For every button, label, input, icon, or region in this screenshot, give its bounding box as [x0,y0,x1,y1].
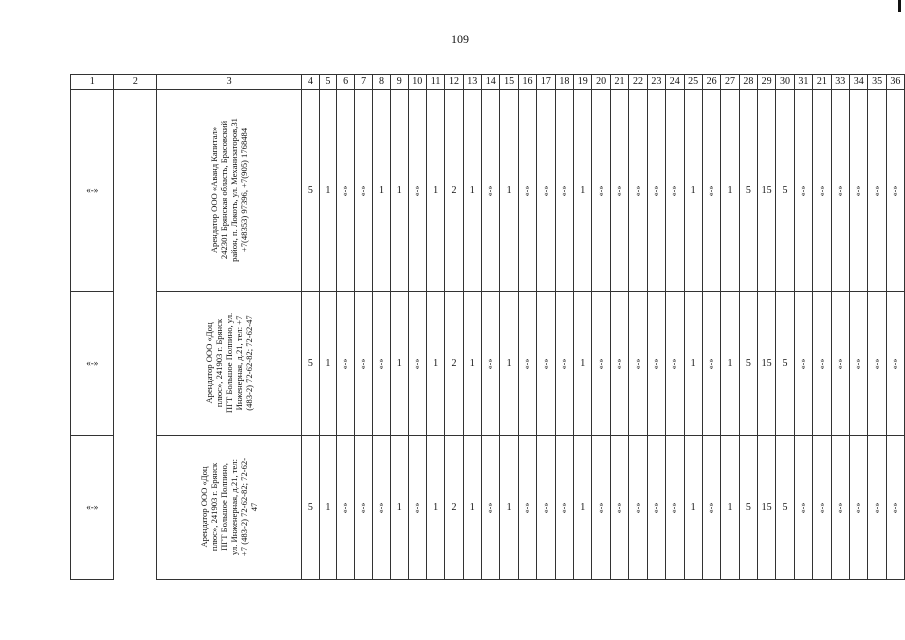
cell-value: 1 [506,184,512,196]
cell-value: 1 [396,184,402,196]
cell-value: «-» [835,185,845,196]
table-cell [592,90,610,292]
table-cell [849,292,867,436]
cell-value: 1 [469,501,475,513]
table-cell [408,436,426,580]
cell-value: 15 [761,501,772,513]
address-line: плюс», 241903 г. Брянск [209,462,220,552]
cell-value: 5 [782,184,788,196]
cell-value: 5 [307,501,313,513]
address-line: район, п. Локоть, ул. Механизаторов,31 [229,118,240,262]
cell-value: «-» [522,185,532,196]
column-header: 21 [610,75,628,90]
table-cell [610,292,628,436]
table-cell [702,292,720,436]
table-cell [794,436,812,580]
table-cell [463,90,481,292]
column-header: 28 [739,75,757,90]
table-cell [373,436,391,580]
cell-value: 1 [433,501,439,513]
table-cell [408,292,426,436]
address-line: ПГТ Большое Полпино, ул. [224,312,235,414]
table-cell [886,292,904,436]
cell-value: 1 [325,501,331,513]
table-cell [684,436,702,580]
table-cell [886,90,904,292]
cell-value: «-» [412,358,422,369]
column-header: 15 [500,75,518,90]
cell-value: «-» [614,185,624,196]
table-cell [481,90,499,292]
column-header: 30 [776,75,794,90]
cell-value: 1 [727,184,733,196]
table-cell [739,90,757,292]
table-cell [391,90,409,292]
table-cell [647,292,665,436]
table-cell [758,436,776,580]
cell-value: 1 [396,501,402,513]
cell-address [157,436,302,580]
table-cell [629,436,647,580]
cell-value: «-» [872,358,882,369]
cell-value: «-» [835,502,845,513]
table-cell [537,292,555,436]
address-line: 242301 Брянская область, Брасовский [219,120,230,260]
column-header: 23 [647,75,665,90]
cell-value: «-» [358,502,368,513]
column-header: 4 [302,75,320,90]
address-line: +7 (483-2) 72-62-82; 72-62- [239,457,250,557]
cell-value: «-» [798,358,808,369]
table-cell [574,436,592,580]
cell-value: 2 [451,357,457,369]
table-cell [813,90,831,292]
cell-value: 1 [325,357,331,369]
table-cell [518,90,536,292]
cell-value: 1 [325,184,331,196]
column-header: 20 [592,75,610,90]
cell-value: 5 [745,501,751,513]
table-cell [592,436,610,580]
cell-col1 [71,436,114,580]
column-header: 8 [373,75,391,90]
cell-address [157,90,302,292]
cell-col1 [71,90,114,292]
cell-value: «-» [522,358,532,369]
table-cell [537,90,555,292]
table-cell [337,90,355,292]
cell-value: «-» [798,502,808,513]
table-cell [426,90,444,292]
cell-value: «-» [890,358,900,369]
column-header: 22 [629,75,647,90]
table-cell [610,436,628,580]
cell-value: 1 [506,357,512,369]
cell-value: 1 [433,184,439,196]
cell-value: «-» [706,502,716,513]
data-table [70,74,905,580]
cell-value: «-» [485,185,495,196]
column-header: 29 [758,75,776,90]
table-cell [886,436,904,580]
cell-value: «-» [412,185,422,196]
table-cell [463,436,481,580]
table-cell [629,90,647,292]
table-cell [739,292,757,436]
table-cell [463,292,481,436]
table-row [71,436,905,580]
cell-value: «-» [559,502,569,513]
cell-value: «-» [522,502,532,513]
cell-col2 [114,436,157,580]
table-cell [813,292,831,436]
cell-value: «-» [614,502,624,513]
table-cell [739,436,757,580]
cell-value: «-» [485,502,495,513]
table-cell [813,436,831,580]
column-header: 18 [555,75,573,90]
column-header: 35 [868,75,886,90]
column-header: 13 [463,75,481,90]
table-cell [666,436,684,580]
page-number: 109 [451,32,469,46]
cell-value: «-» [669,185,679,196]
column-header: 6 [337,75,355,90]
column-header: 9 [391,75,409,90]
table-cell [721,292,739,436]
table-cell [355,292,373,436]
cell-value: 1 [580,184,586,196]
cell-value: «-» [853,185,863,196]
table-cell [794,292,812,436]
cell-text: «-» [86,357,99,368]
cell-value: «-» [376,358,386,369]
table-cell [721,90,739,292]
cell-col2 [114,292,157,436]
table-cell [758,90,776,292]
cell-value: «-» [614,358,624,369]
table-cell [574,90,592,292]
cell-value: «-» [890,185,900,196]
table-cell [302,292,320,436]
cell-value: 5 [782,357,788,369]
column-header: 12 [445,75,463,90]
table-cell [319,436,337,580]
table-cell [555,436,573,580]
table-cell [868,292,886,436]
table-cell [574,292,592,436]
table-cell [319,292,337,436]
table-cell [666,90,684,292]
cell-text: «-» [86,184,99,195]
column-header: 5 [319,75,337,90]
table-cell [426,292,444,436]
cell-value: 1 [379,184,385,196]
cell-value: «-» [872,185,882,196]
table-cell [629,292,647,436]
table-cell [684,292,702,436]
table-cell [355,90,373,292]
cell-value: 15 [761,357,772,369]
table-cell [758,292,776,436]
cell-address [157,292,302,436]
cell-value: «-» [706,358,716,369]
cell-value: 2 [451,501,457,513]
cell-value: «-» [596,185,606,196]
column-header: 24 [666,75,684,90]
cell-value: 5 [307,357,313,369]
table-row [71,90,905,292]
column-header: 36 [886,75,904,90]
table-cell [302,436,320,580]
cell-value: «-» [358,185,368,196]
header-row [71,75,905,90]
column-header: 11 [426,75,444,90]
cell-value: «-» [559,358,569,369]
table-cell [391,436,409,580]
cell-value: «-» [412,502,422,513]
table-cell [500,90,518,292]
cell-value: «-» [632,502,642,513]
cell-value: «-» [816,358,826,369]
address-line: (483-2) 72-62-82; 72-62-47 [244,315,255,411]
column-header: 34 [849,75,867,90]
column-header: 1 [71,75,114,90]
table-cell [445,292,463,436]
table-cell [831,292,849,436]
table-cell [373,292,391,436]
column-header: 21 [813,75,831,90]
table-cell [721,436,739,580]
table-cell [302,90,320,292]
cell-value: «-» [358,358,368,369]
address-line: плюс», 241903 г. Брянск [214,318,225,408]
address-line: ПГТ Большое Полпино, [219,463,230,551]
cell-value: «-» [540,185,550,196]
column-header: 3 [157,75,302,90]
table-cell [355,436,373,580]
cell-value: 1 [690,501,696,513]
table-cell [647,436,665,580]
cell-value: 1 [580,501,586,513]
table-cell [500,436,518,580]
table-cell [537,436,555,580]
cell-value: 1 [469,357,475,369]
table-cell [337,436,355,580]
table-cell [831,436,849,580]
cell-value: «-» [706,185,716,196]
table-cell [481,292,499,436]
cell-value: «-» [669,358,679,369]
table-cell [518,436,536,580]
cell-value: «-» [376,502,386,513]
column-header: 33 [831,75,849,90]
cell-value: 1 [433,357,439,369]
table-cell [445,90,463,292]
table-cell [500,292,518,436]
table-cell [518,292,536,436]
column-header: 27 [721,75,739,90]
cell-value: «-» [853,502,863,513]
address-line: 47 [249,502,260,512]
table-cell [647,90,665,292]
cell-value: 5 [307,184,313,196]
cell-value: 1 [690,184,696,196]
table-cell [868,436,886,580]
table-cell [445,436,463,580]
table-cell [610,90,628,292]
table-cell [337,292,355,436]
table-cell [702,90,720,292]
table-cell [555,292,573,436]
table-cell [849,436,867,580]
address-text [199,458,259,556]
table-cell [702,436,720,580]
cell-value: 1 [727,501,733,513]
cell-value: «-» [872,502,882,513]
table-cell [391,292,409,436]
cell-value: «-» [651,358,661,369]
cell-value: 5 [782,501,788,513]
cell-value: «-» [632,185,642,196]
cell-value: «-» [559,185,569,196]
cell-value: «-» [816,502,826,513]
cell-value: 5 [745,357,751,369]
cell-value: 1 [727,357,733,369]
table-cell [319,90,337,292]
cell-value: 1 [690,357,696,369]
cell-value: «-» [853,358,863,369]
column-header: 16 [518,75,536,90]
address-text [204,313,254,413]
cell-value: 1 [580,357,586,369]
edge-mark [898,0,901,12]
cell-value: «-» [340,502,350,513]
table-cell [408,90,426,292]
table-cell [426,436,444,580]
cell-col1 [71,292,114,436]
cell-value: «-» [669,502,679,513]
cell-value: «-» [798,185,808,196]
table-cell [592,292,610,436]
cell-value: «-» [651,502,661,513]
cell-value: «-» [816,185,826,196]
column-header: 25 [684,75,702,90]
cell-text: «-» [86,501,99,512]
table-cell [776,436,794,580]
column-header: 7 [355,75,373,90]
cell-value: «-» [596,358,606,369]
cell-value: «-» [835,358,845,369]
table-cell [666,292,684,436]
column-header: 10 [408,75,426,90]
cell-value: 1 [506,501,512,513]
table-row [71,292,905,436]
table-cell [794,90,812,292]
column-header: 19 [574,75,592,90]
address-line: +7(48353) 97396, +7(905) 1768484 [239,127,250,253]
address-line: ул. Инженерная, д.21, тел: [229,459,240,555]
cell-col2 [114,90,157,292]
cell-value: «-» [651,185,661,196]
cell-value: 5 [745,184,751,196]
cell-value: 2 [451,184,457,196]
column-header: 26 [702,75,720,90]
cell-value: «-» [540,502,550,513]
table-cell [776,292,794,436]
column-header: 31 [794,75,812,90]
table-cell [868,90,886,292]
address-line: Арендатор ООО «Аванд Капитал» [209,126,220,254]
table-cell [776,90,794,292]
table-cell [481,436,499,580]
address-line: Арендатор ООО «Доц [199,466,210,548]
cell-value: «-» [890,502,900,513]
cell-value: «-» [340,358,350,369]
cell-value: «-» [596,502,606,513]
cell-value: «-» [632,358,642,369]
table-cell [373,90,391,292]
address-line: Арендатор ООО «Доц [204,322,215,404]
cell-value: 15 [761,184,772,196]
cell-value: 1 [469,184,475,196]
column-header: 14 [481,75,499,90]
table-cell [849,90,867,292]
column-header: 2 [114,75,157,90]
cell-value: «-» [340,185,350,196]
table-cell [555,90,573,292]
table-cell [831,90,849,292]
cell-value: 1 [396,357,402,369]
address-text [209,118,249,262]
address-line: Инженерная, д.21, тел: +7 [234,315,245,411]
cell-value: «-» [540,358,550,369]
column-header: 17 [537,75,555,90]
table-cell [684,90,702,292]
cell-value: «-» [485,358,495,369]
